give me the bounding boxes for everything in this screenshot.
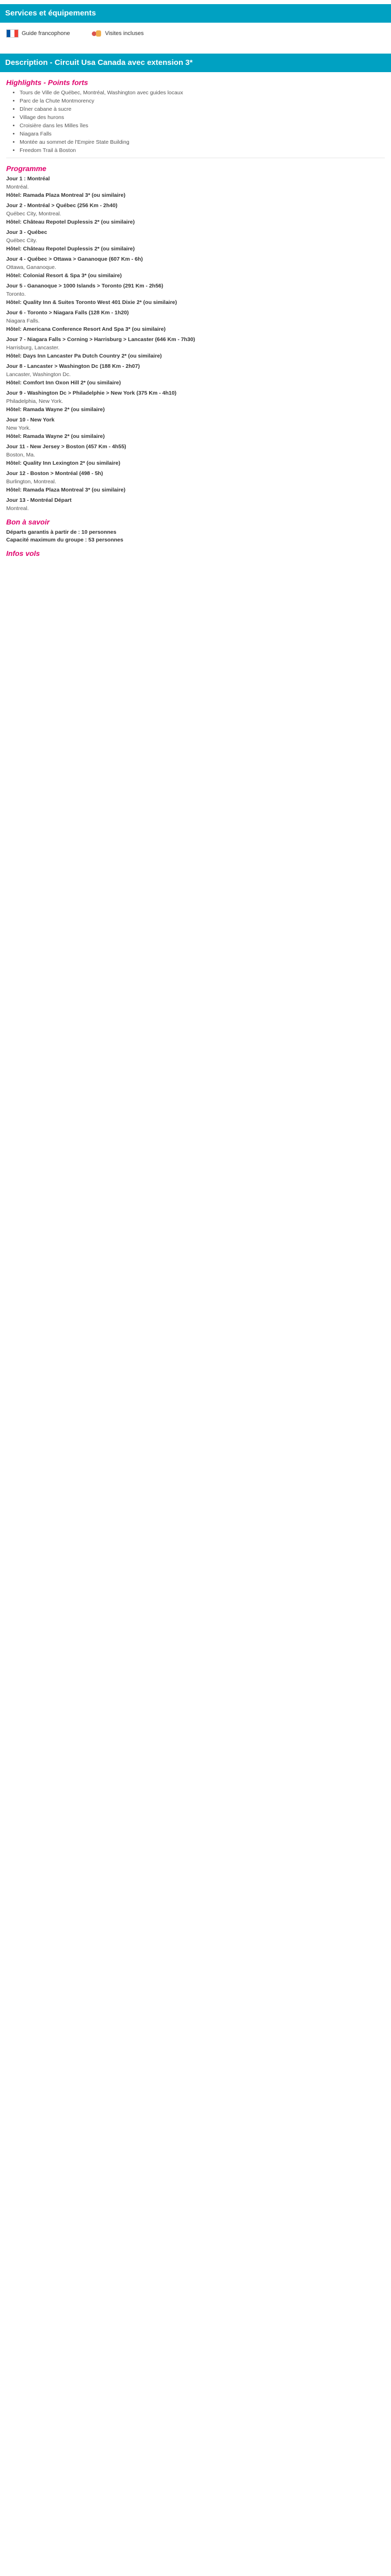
day-title: Jour 4 - Québec > Ottawa > Gananoque (607 Km - 6h) — [6, 256, 143, 262]
day-block — [6, 444, 385, 466]
day-block — [6, 283, 385, 306]
highlight-item: • Montée au sommet de l'Empire State Building — [20, 139, 385, 145]
bon-a-savoir-capacity — [6, 529, 385, 543]
day-title: Jour 7 - Niagara Falls > Corning > Harrisburg > Lancaster (646 Km - 7h30) — [6, 336, 196, 343]
bon-a-savoir-title: Bon à savoir — [6, 518, 50, 526]
day-route: Toronto. — [6, 291, 26, 297]
day-block — [6, 202, 385, 225]
day-block — [6, 176, 385, 198]
day-title: Jour 3 - Québec — [6, 229, 47, 235]
day-route: New York. — [6, 425, 31, 431]
bon-a-savoir-capacity-line: Départs garantis à partir de : 10 personnes — [6, 529, 117, 535]
infos-vols-title: Infos vols — [6, 549, 40, 557]
main-content — [0, 78, 391, 557]
day-hotel: Hôtel: Château Repotel Duplessis 2* (ou similaire) — [6, 246, 135, 252]
bon-a-savoir-capacity-line: Capacité maximum du groupe : 53 personnes — [6, 537, 123, 543]
day-hotel: Hôtel: Quality Inn Lexington 2* (ou similaire) — [6, 460, 121, 466]
services-title: Services et équipements — [5, 9, 96, 18]
day-title: Jour 1 : Montréal — [6, 176, 50, 182]
day-hotel: Hôtel: Ramada Plaza Montreal 3* (ou similaire) — [6, 487, 126, 493]
programme-title: Programme — [6, 164, 46, 173]
day-title: Jour 9 - Washington Dc > Philadelphie > New York (375 Km - 4h10) — [6, 390, 177, 396]
highlight-item: • Tours de Ville de Québec, Montréal, Washington avec guides locaux — [20, 90, 385, 96]
description-title: Description - Circuit Usa Canada avec extension 3* — [5, 58, 193, 67]
day-block — [6, 390, 385, 413]
highlight-item: • Parc de la Chute Montmorency — [20, 98, 385, 104]
day-block — [6, 229, 385, 252]
highlight-item: • Niagara Falls — [20, 131, 385, 137]
day-route: Québec City, Montreal. — [6, 211, 61, 217]
service-guide — [6, 29, 70, 38]
day-title: Jour 10 - New York — [6, 417, 55, 423]
day-block — [6, 470, 385, 493]
services-banner — [0, 4, 391, 23]
day-hotel: Hôtel: Comfort Inn Oxon Hill 2* (ou similaire) — [6, 380, 121, 386]
day-route: Montréal. — [6, 184, 29, 190]
highlight-item: • Dîner cabane à sucre — [20, 106, 385, 112]
day-hotel: Hôtel: Ramada Plaza Montreal 3* (ou similaire) — [6, 192, 126, 198]
day-hotel: Hôtel: Americana Conference Resort And Spa 3* (ou similaire) — [6, 326, 166, 332]
day-route: Montreal. — [6, 505, 29, 512]
programme-days — [6, 176, 385, 512]
highlight-item: • Freedom Trail à Boston — [20, 147, 385, 154]
day-block — [6, 363, 385, 386]
day-hotel: Hôtel: Ramada Wayne 2* (ou similaire) — [6, 433, 105, 439]
day-hotel: Hôtel: Days Inn Lancaster Pa Dutch Country 2* (ou similaire) — [6, 353, 162, 359]
day-route: Burlington, Montreal. — [6, 479, 56, 485]
day-route: Niagara Falls. — [6, 318, 40, 324]
day-route: Boston, Ma. — [6, 452, 36, 458]
highlights-title: Highlights - Points forts — [6, 78, 88, 87]
description-banner — [0, 54, 391, 72]
day-route: Harrisburg, Lancaster. — [6, 345, 60, 351]
day-hotel: Hôtel: Ramada Wayne 2* (ou similaire) — [6, 406, 105, 413]
day-title: Jour 8 - Lancaster > Washington Dc (188 Km - 2h07) — [6, 363, 140, 369]
service-label: Guide francophone — [22, 30, 70, 37]
service-visits — [91, 29, 144, 38]
day-hotel: Hôtel: Château Repotel Duplessis 2* (ou similaire) — [6, 219, 135, 225]
service-label: Visites incluses — [105, 30, 144, 37]
day-title: Jour 2 - Montréal > Québec (256 Km - 2h40) — [6, 202, 118, 209]
services-row — [0, 23, 391, 44]
day-title: Jour 13 - Montréal Départ — [6, 497, 72, 503]
day-route: Lancaster, Washington Dc. — [6, 371, 71, 378]
day-hotel: Hôtel: Quality Inn & Suites Toronto West 401 Dixie 2* (ou similaire) — [6, 299, 177, 306]
day-route: Québec City. — [6, 238, 37, 244]
visit-icon — [91, 29, 102, 38]
day-route: Ottawa, Gananoque. — [6, 264, 56, 270]
day-hotel: Hôtel: Colonial Resort & Spa 3* (ou similaire) — [6, 273, 122, 279]
day-block — [6, 417, 385, 439]
day-title: Jour 5 - Gananoque > 1000 Islands > Toronto (291 Km - 2h56) — [6, 283, 164, 289]
french-flag-icon — [6, 29, 19, 38]
highlights-list — [6, 90, 385, 154]
highlight-item: • Village des hurons — [20, 114, 385, 121]
day-block — [6, 310, 385, 332]
day-route: Philadelphia, New York. — [6, 398, 63, 404]
day-title: Jour 6 - Toronto > Niagara Falls (128 Km - 1h20) — [6, 310, 129, 316]
highlight-item: • Croisière dans les Milles îles — [20, 123, 385, 129]
day-title: Jour 12 - Boston > Montréal (498 - 5h) — [6, 470, 103, 477]
day-title: Jour 11 - New Jersey > Boston (457 Km - 4h55) — [6, 444, 126, 450]
day-block — [6, 336, 385, 359]
day-block — [6, 256, 385, 279]
day-block — [6, 497, 385, 512]
